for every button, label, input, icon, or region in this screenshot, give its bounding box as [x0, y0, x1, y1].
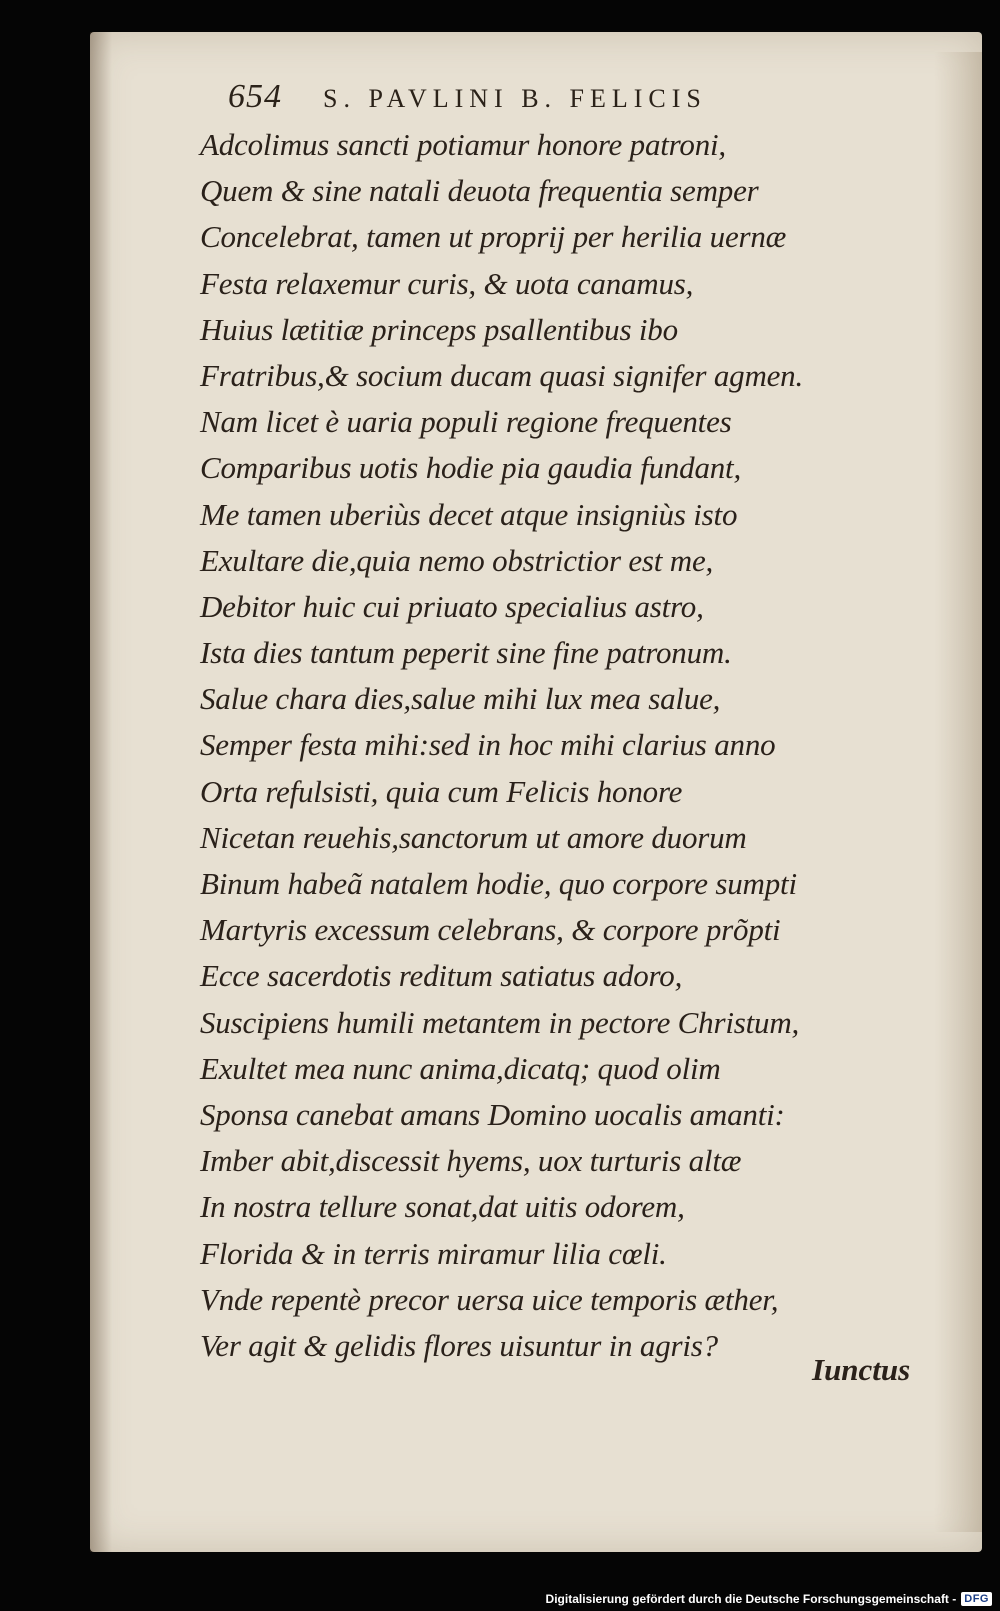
catchword: Iunctus: [812, 1352, 911, 1387]
verse-line: Exultare die,quia nemo obstrictior est me,: [200, 542, 714, 578]
verse-line: Salue chara dies,salue mihi lux mea salue,: [200, 681, 721, 717]
verse-line: Vnde repentè precor uersa uice temporis æther,: [200, 1281, 779, 1317]
verse-line: Comparibus uotis hodie pia gaudia fundant,: [200, 450, 742, 486]
verse-line: Festa relaxemur curis, & uota canamus,: [200, 265, 694, 301]
digitization-footer: [0, 1589, 992, 1609]
page-gutter-shadow: [90, 32, 112, 1552]
verse-line: Orta refulsisti, quia cum Felicis honore: [200, 773, 683, 809]
verse-line: Martyris excessum celebrans, & corpore prõpti: [200, 912, 781, 948]
verse-line: Nam licet è uaria populi regione frequentes: [200, 404, 732, 440]
verse-line: Debitor huic cui priuato specialius astro,: [200, 588, 704, 624]
verse-line: Ecce sacerdotis reditum satiatus adoro,: [200, 958, 683, 994]
verse-text-block: [200, 122, 930, 1369]
verse-line: Adcolimus sancti potiamur honore patroni,: [200, 127, 726, 162]
footer-credit: Digitalisierung gefördert durch die Deutsche Forschungsgemeinschaft -: [545, 1592, 957, 1606]
verse-line: Binum habeã natalem hodie, quo corpore sumpti: [200, 866, 797, 901]
verse-line: Ver agit & gelidis flores uisuntur in agris?: [200, 1327, 718, 1363]
verse-line: Huius lætitiæ princeps psallentibus ibo: [200, 311, 678, 347]
verse-line: Semper festa mihi:sed in hoc mihi clarius anno: [200, 727, 776, 763]
verse-line: Nicetan reuehis,sanctorum ut amore duorum: [200, 819, 747, 855]
dfg-logo: DFG: [961, 1592, 992, 1606]
page-edge-shadow: [934, 52, 982, 1532]
verse-line: Concelebrat, tamen ut proprij per herilia uernæ: [200, 219, 787, 255]
verse-line: Exultet mea nunc anima,dicatq; quod olim: [200, 1050, 721, 1086]
verse-line: Fratribus,& socium ducam quasi signifer agmen.: [200, 357, 804, 393]
verse-line: In nostra tellure sonat,dat uitis odorem,: [200, 1189, 685, 1225]
verse-line: Quem & sine natali deuota frequentia semper: [200, 173, 759, 209]
running-head: S. PAVLINI B. FELICIS: [323, 84, 707, 113]
verse-line: Imber abit,discessit hyems, uox turturis altæ: [200, 1143, 742, 1179]
page-number: 654: [228, 78, 282, 115]
verse-line: Florida & in terris miramur lilia cœli.: [200, 1235, 667, 1271]
verse-line: Sponsa canebat amans Domino uocalis amanti:: [200, 1096, 785, 1132]
verse-line: Ista dies tantum peperit sine fine patronum.: [200, 635, 732, 671]
verse-line: Suscipiens humili metantem in pectore Christum,: [200, 1004, 800, 1040]
page-header: [228, 78, 918, 118]
verse-line: Me tamen uberiùs decet atque insigniùs isto: [200, 496, 738, 532]
